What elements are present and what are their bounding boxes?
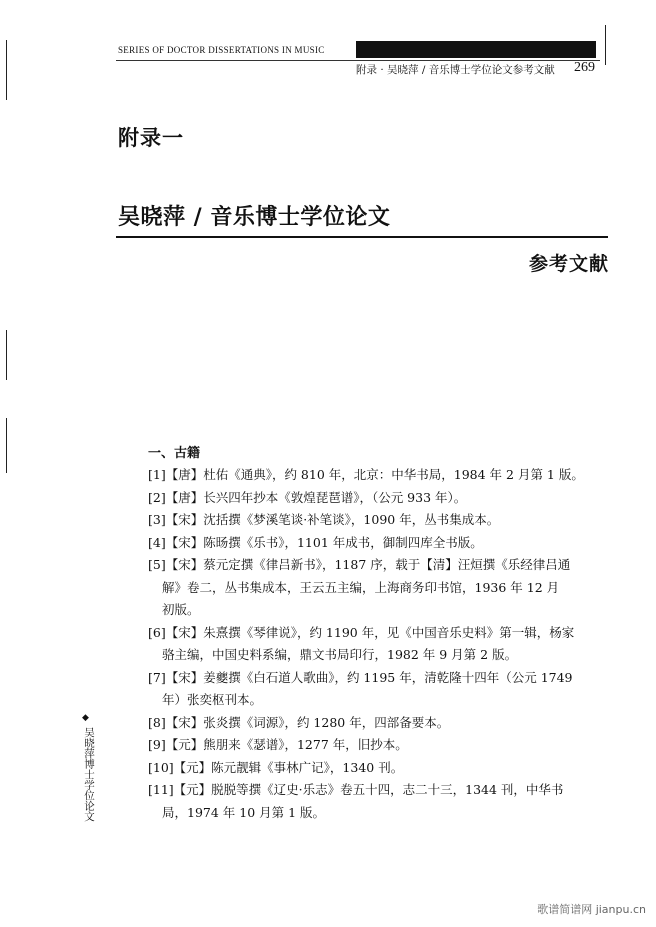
scan-edge-line-right	[605, 25, 606, 65]
reference-item-4	[148, 532, 608, 555]
reference-item-11	[148, 779, 608, 824]
reference-line: [6]【宋】朱熹撰《琴律说》，约 1190 年，见《中国音乐史料》第一辑，杨家	[148, 624, 575, 640]
reference-line: [7]【宋】姜夔撰《白石道人歌曲》，约 1195 年，清乾隆十四年（公元 1749	[148, 669, 573, 685]
reference-line-continued: 初版。	[162, 602, 200, 617]
reference-line-continued: 局，1974 年 10 月第 1 版。	[162, 804, 326, 820]
reference-line: [3]【宋】沈括撰《梦溪笔谈·补笔谈》，1090 年，丛书集成本。	[148, 512, 500, 527]
diamond-icon: ◆	[82, 713, 89, 723]
reference-line: [5]【宋】蔡元定撰《律吕新书》，1187 序，载于【清】汪烜撰《乐经律吕通	[148, 557, 571, 572]
reference-line: [1]【唐】杜佑《通典》，约 810 年，北京：中华书局，1984 年 2 月第 1 版。	[148, 467, 584, 482]
reference-line-continued: 解》卷二，丛书集成本，王云五主编，上海商务印书馆，1936 年 12 月	[162, 579, 560, 595]
sidebar-vertical-text: 吴晓萍博士学位论文	[83, 727, 95, 822]
reference-list	[148, 464, 608, 824]
reference-line: [2]【唐】长兴四年抄本《敦煌琵琶谱》，（公元 933 年）。	[148, 489, 467, 505]
reference-item-9	[148, 734, 608, 757]
reference-item-10	[148, 757, 608, 780]
section-title: 一、古籍	[148, 446, 201, 461]
reference-line-continued: 年）张奕枢刊本。	[162, 692, 263, 707]
page-number: 269	[574, 60, 595, 75]
reference-item-3	[148, 509, 608, 532]
reference-line: [9]【元】熊朋来《瑟谱》，1277 年，旧抄本。	[148, 737, 408, 752]
reference-line: [11]【元】脱脱等撰《辽史·乐志》卷五十四，志二十三，1344 刊，中华书	[148, 782, 564, 797]
scan-edge-line-lower	[6, 418, 7, 473]
header-rule	[116, 60, 600, 61]
reference-item-5	[148, 554, 608, 622]
references-heading: 参考文献	[528, 253, 609, 275]
site-watermark: 歌谱简谱网 jianpu.cn	[537, 903, 646, 916]
thesis-title-rule	[116, 236, 608, 238]
reference-line: [8]【宋】张炎撰《词源》，约 1280 年，四部备要本。	[148, 714, 450, 730]
scan-edge-line-mid	[6, 330, 7, 380]
reference-line: [10]【元】陈元靓辑《事林广记》，1340 刊。	[148, 759, 404, 775]
appendix-title: 附录一	[118, 125, 184, 150]
reference-item-1	[148, 464, 608, 487]
reference-line: [4]【宋】陈旸撰《乐书》，1101 年成书，御制四库全书版。	[148, 534, 483, 550]
reference-item-6	[148, 622, 608, 667]
running-head: 附录 · 吴晓萍 / 音乐博士学位论文参考文献	[356, 64, 555, 76]
thesis-title: 吴晓萍 / 音乐博士学位论文	[118, 204, 391, 230]
series-title: SERIES OF DOCTOR DISSERTATIONS IN MUSIC	[118, 45, 325, 55]
reference-item-2	[148, 487, 608, 510]
reference-item-7	[148, 667, 608, 712]
reference-line-continued: 骆主编，中国史料系编，鼎文书局印行，1982 年 9 月第 2 版。	[162, 647, 518, 662]
redaction-bar	[356, 41, 596, 58]
reference-item-8	[148, 712, 608, 735]
scan-edge-line-top	[6, 40, 7, 100]
